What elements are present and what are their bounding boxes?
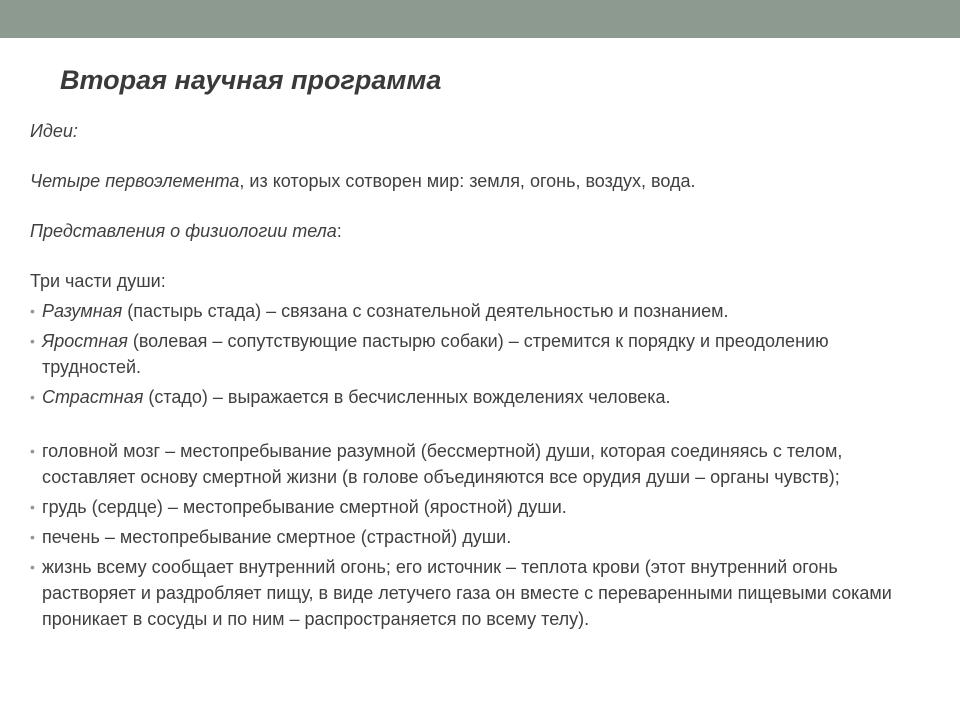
soul-parts-label: Три части души: (30, 271, 166, 291)
ideas-label: Идеи: (30, 121, 78, 141)
list-item: • Разумная (пастырь стада) – связана с сознательной деятельностью и познанием. (30, 298, 930, 324)
list-item: • Страстная (стадо) – выражается в бесчисленных вожделениях человека. (30, 384, 930, 410)
list-item: • грудь (сердце) – местопребывание смертной (яростной) души. (30, 494, 930, 520)
elements-line: Четыре первоэлемента, из которых сотворен мир: земля, огонь, воздух, вода. (30, 171, 696, 191)
list-item: • Яростная (волевая – сопутствующие пастырю собаки) – стремится к порядку и преодолению трудностей. (30, 328, 930, 380)
list-item: • жизнь всему сообщает внутренний огонь; его источник – теплота крови (этот внутренний огонь растворяет и раздробляет пищу, в виде летучего газа он вместе с переваренными пищевыми соками проникает в сосуды и по ним – распространяется по всему телу). (30, 554, 930, 632)
top-bar (0, 0, 960, 38)
slide-content (30, 118, 930, 636)
slide-title: Вторая научная программа (60, 65, 442, 95)
physiology-line: Представления о физиологии тела: (30, 221, 342, 241)
list-item: • печень – местопребывание смертное (страстной) души. (30, 524, 930, 550)
list-item: • головной мозг – местопребывание разумной (бессмертной) души, которая соединяясь с телом, составляет основу смертной жизни (в голове объединяются все орудия души – органы чувств); (30, 438, 930, 490)
